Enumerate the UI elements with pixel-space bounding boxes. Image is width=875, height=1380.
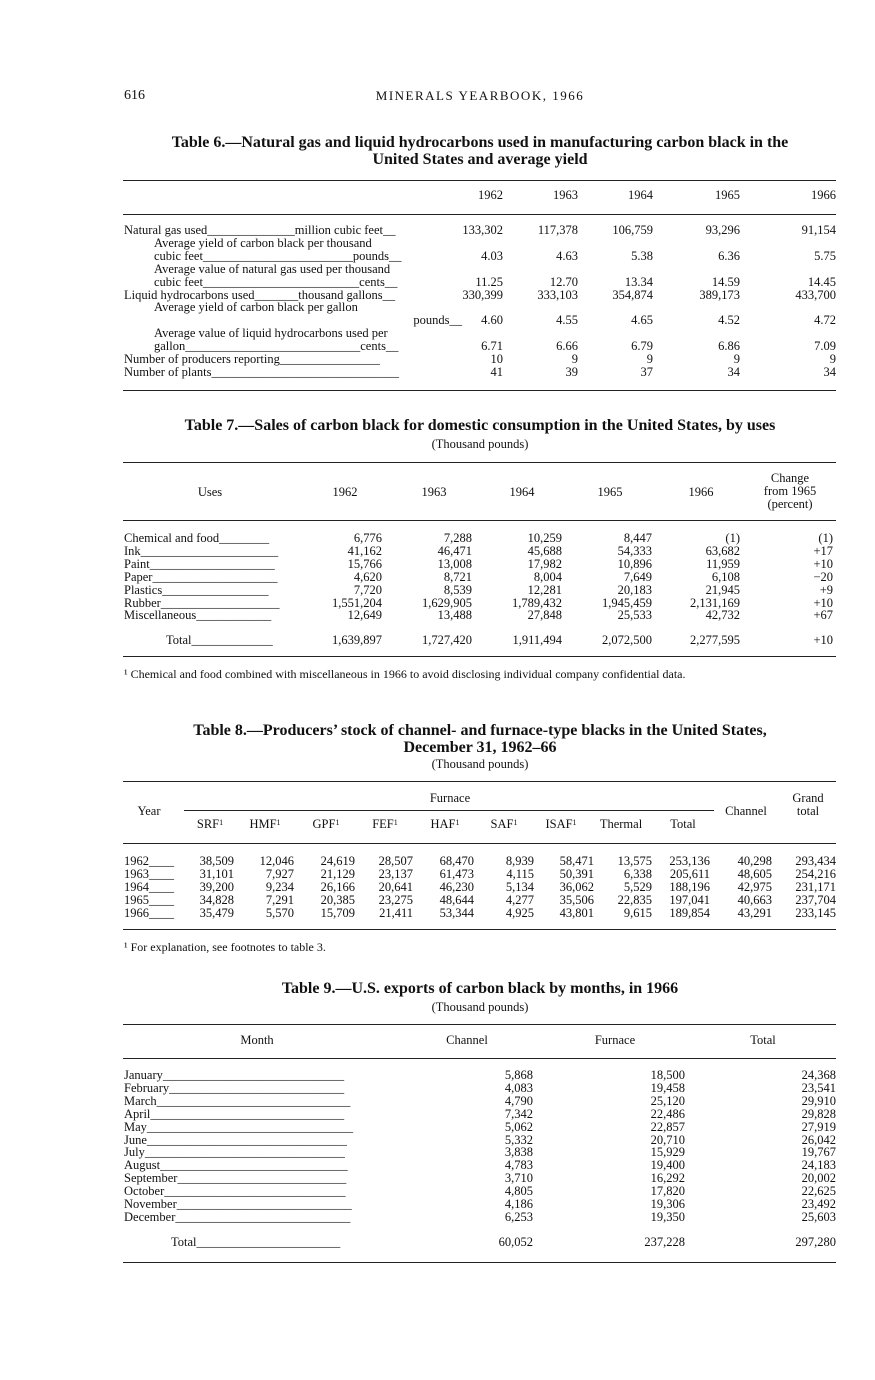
table8-cell: 4,925 [505, 906, 534, 920]
table8-cell: 7,291 [265, 893, 294, 907]
table8-cell: 35,479 [199, 906, 234, 920]
table7-total-label: Total_____________ [166, 633, 273, 647]
table7-cell: 15,766 [347, 556, 382, 571]
table7-cell: +9 [819, 582, 833, 597]
table9-cell: 22,625 [801, 1184, 836, 1199]
table9-cell: 5,062 [504, 1119, 533, 1134]
table6-cell: 9 [733, 352, 740, 366]
table6-row-label: Average yield of carbon black per gallon [154, 300, 358, 315]
table8-cell: 68,470 [439, 854, 474, 868]
table6-year-1964: 1964 [628, 188, 653, 202]
table7-cell: 54,333 [617, 543, 652, 558]
table9-row-label: August______________________________ [124, 1158, 348, 1173]
table6-bottom-rule [123, 390, 836, 391]
table7-cell: +17 [813, 543, 833, 558]
table9-cell: 22,857 [650, 1119, 685, 1134]
table7-cell: (1) [818, 531, 833, 545]
table7-cell: +10 [813, 556, 833, 571]
table7-cell: (1) [725, 531, 740, 545]
table8-cell: 5,529 [623, 880, 652, 894]
table9-cell: 4,783 [504, 1158, 533, 1173]
table9-row-label: June________________________________ [124, 1132, 347, 1147]
table8-cell: 8,939 [505, 854, 534, 868]
table9-cell: 26,042 [801, 1132, 836, 1147]
table8-cell: 5,570 [265, 906, 294, 920]
table8-cell: 26,166 [320, 880, 355, 894]
table7-cell: 21,945 [705, 582, 740, 597]
table7-total-cell: 1,727,420 [422, 633, 472, 647]
table8-cell: 43,801 [559, 906, 594, 920]
table7-total-cell: +10 [813, 633, 833, 647]
table7-cell: 1,629,905 [422, 595, 472, 610]
table9-cell: 4,805 [504, 1184, 533, 1199]
table8-col-srf: SRF$^1$ [196, 817, 224, 831]
table8-cell: 188,196 [669, 880, 710, 894]
table6-cell: 354,874 [612, 287, 653, 302]
table8-cell: 197,041 [669, 893, 710, 907]
table7-row-label: Paint____________________ [124, 556, 275, 571]
table9-col-channel: Channel [446, 1033, 488, 1047]
table7-cell: −20 [813, 569, 833, 584]
table8-cell: 39,200 [199, 880, 234, 894]
table8-col-gpf: GPF$^1$ [312, 817, 340, 831]
table9-cell: 24,183 [801, 1158, 836, 1173]
table6-cell: 10 [490, 352, 503, 366]
table9-col-furnace: Furnace [594, 1033, 636, 1047]
table9-total-cell: 237,228 [644, 1235, 685, 1249]
table9-cell: 20,002 [801, 1171, 836, 1186]
table9-row-label: September___________________________ [124, 1171, 347, 1186]
table9-cell: 17,820 [650, 1184, 685, 1199]
table6-cell: 5.38 [631, 248, 653, 263]
table6-cell: 39 [565, 364, 578, 379]
table6-header-rule [123, 214, 836, 215]
table8-bottom-rule [123, 929, 836, 930]
table7-cell: 11,959 [706, 556, 740, 571]
table9-cell: 23,492 [801, 1197, 836, 1211]
table6-cell: 9 [571, 352, 578, 366]
table8-col-haf: HAF$^1$ [430, 817, 460, 831]
table8-cell: 48,605 [737, 867, 772, 881]
table6-cell: 4.72 [814, 313, 836, 328]
table8-cell: 4,277 [505, 893, 534, 907]
table8-cell: 34,828 [199, 893, 234, 907]
table6-cell: 389,173 [699, 287, 740, 302]
table7-total-cell: 1,911,494 [512, 633, 562, 647]
table9-cell: 19,350 [650, 1209, 685, 1224]
table8-cell: 254,216 [795, 867, 836, 881]
table8-cell: 20,641 [378, 880, 413, 894]
table6-cell: 6.36 [718, 248, 740, 263]
table6-cell: 41 [490, 364, 503, 379]
table9-cell: 19,767 [801, 1145, 836, 1160]
table8-cell: 5,134 [505, 880, 534, 894]
table7-cell: 63,682 [705, 543, 740, 558]
table8-title-line1: Table 8.—Producers’ stock of channel- and furnace-type blacks in the United States, [193, 722, 767, 739]
table7-total-cell: 2,277,595 [690, 633, 740, 647]
table6-row-label: Number of plants______________________________ [124, 364, 399, 379]
table7-cell: 45,688 [527, 543, 562, 558]
table8-cell: 38,509 [199, 854, 234, 868]
table8-cell: 22,835 [617, 893, 652, 907]
table7-total-cell: 1,639,897 [332, 633, 382, 647]
table9-row-label: July________________________________ [124, 1145, 345, 1160]
table9-cell: 19,306 [650, 1197, 685, 1211]
table7-bottom-rule [123, 656, 836, 657]
table7-col-year: 1966 [688, 485, 714, 499]
table6-cell: 4.52 [718, 313, 740, 328]
table9-col-month: Month [240, 1033, 274, 1047]
table8-cell: 231,171 [795, 880, 836, 894]
table7-row-label: Plastics_________________ [124, 582, 269, 597]
table7-col-change: Change [770, 471, 810, 485]
table7-cell: 17,982 [527, 556, 562, 571]
table8-col-grand-total: Grand [792, 791, 824, 805]
table8-cell: 13,575 [617, 854, 652, 868]
table6-cell: 12.70 [549, 274, 578, 289]
table6-row-label: gallon____________________________cents__ [154, 339, 399, 354]
table8-cell: 21,129 [320, 867, 355, 881]
table8-col-isaf: ISAF$^1$ [545, 817, 577, 831]
table9-cell: 22,486 [650, 1106, 685, 1121]
table7-cell: 12,649 [347, 608, 382, 623]
table7-cell: +10 [813, 595, 833, 610]
table8-cell: 205,611 [669, 867, 710, 881]
table9-cell: 19,400 [650, 1158, 685, 1173]
table7-cell: 46,471 [437, 543, 472, 558]
table7-col-year: 1965 [597, 485, 623, 499]
table8-cell: 233,145 [795, 906, 836, 920]
table6-cell: 4.60 [481, 313, 503, 328]
table8-top-rule [123, 781, 836, 782]
table7-col-change: from 1965 [763, 484, 817, 498]
table8-cell: 40,298 [737, 854, 772, 868]
table7-col-year: 1964 [509, 485, 535, 499]
table8-row-label: 1963____ [124, 867, 174, 881]
table6-row-label: Average value of liquid hydrocarbons used per [154, 326, 388, 341]
table8-cell: 53,344 [439, 906, 474, 920]
table7-cell: 1,945,459 [602, 595, 652, 610]
table7-cell: 4,620 [353, 569, 382, 584]
table8-cell: 4,115 [506, 867, 534, 881]
table6-cell: 4.63 [556, 248, 578, 263]
table8-header-rule [123, 843, 836, 844]
table6-cell: 4.03 [481, 248, 503, 263]
table9-bottom-rule [123, 1262, 836, 1263]
table8-cell: 20,385 [320, 893, 355, 907]
table9-row-label: January_____________________________ [124, 1068, 345, 1082]
table8-cell: 31,101 [199, 867, 234, 881]
table7-cell: 6,108 [711, 569, 740, 584]
table6-cell: 6.71 [481, 339, 503, 354]
table7-cell: 8,447 [623, 531, 652, 545]
table7-cell: 25,533 [617, 608, 652, 623]
table8-col-total: Total [670, 817, 696, 831]
table9-cell: 29,910 [801, 1093, 836, 1108]
table7-cell: 13,488 [437, 608, 472, 623]
table6-cell: 93,296 [705, 223, 740, 237]
table7-cell: 7,720 [353, 582, 382, 597]
table9-row-label: February____________________________ [124, 1080, 345, 1095]
table9-cell: 25,120 [650, 1093, 685, 1108]
table6-cell: 4.55 [556, 313, 578, 328]
table9-cell: 18,500 [650, 1068, 685, 1082]
table7-row-label: Ink______________________ [124, 543, 279, 558]
table9-row-label: April_______________________________ [124, 1106, 345, 1121]
table6-title-line1: Table 6.—Natural gas and liquid hydrocarbons used in manufacturing carbon black in the [171, 134, 789, 151]
table6-cell: 433,700 [795, 287, 836, 302]
table7-cell: +67 [813, 608, 833, 623]
table8-col-hmf: HMF$^1$ [249, 817, 281, 831]
table8-cell: 237,704 [795, 893, 836, 907]
table8-cell: 35,506 [559, 893, 594, 907]
table9-cell: 19,458 [650, 1080, 685, 1095]
table6-top-rule [123, 180, 836, 181]
table6-cell: 14.59 [711, 274, 740, 289]
table8-row-label: 1962____ [124, 854, 174, 868]
table9-cell: 24,368 [801, 1068, 836, 1082]
page-number: 616 [124, 88, 145, 103]
table8-cell: 23,137 [378, 867, 413, 881]
table7-header-rule [123, 520, 836, 521]
table8-cell: 9,615 [623, 906, 652, 920]
table7-cell: 12,281 [527, 582, 562, 597]
table6-cell: 34 [727, 364, 740, 379]
table8-col-grand-total: total [796, 804, 820, 818]
table8-cell: 6,338 [623, 867, 652, 881]
table8-col-thermal: Thermal [599, 817, 643, 831]
table7-title: Table 7.—Sales of carbon black for domestic consumption in the United States, by uses [184, 417, 776, 434]
table9-top-rule [123, 1024, 836, 1025]
table7-col-year: 1962 [332, 485, 358, 499]
table9-cell: 5,332 [504, 1132, 533, 1147]
table9-cell: 3,838 [504, 1145, 533, 1160]
table6-cell: 4.65 [631, 313, 653, 328]
table8-cell: 46,230 [439, 880, 474, 894]
table9-row-label: May_________________________________ [124, 1119, 354, 1134]
table7-footnote: ¹ Chemical and food combined with miscellaneous in 1966 to avoid disclosing individual company confidential data. [124, 667, 686, 681]
table8-cell: 23,275 [378, 893, 413, 907]
table9-row-label: November____________________________ [124, 1197, 352, 1211]
table6-cell: 117,378 [537, 223, 578, 237]
table8-cell: 15,709 [320, 906, 355, 920]
table6-cell: 5.75 [814, 248, 836, 263]
table7-col-change: (percent) [767, 497, 813, 511]
table7-row-label: Miscellaneous____________ [124, 608, 272, 623]
table8-col-channel: Channel [725, 804, 767, 818]
table8-cell: 12,046 [259, 854, 294, 868]
table9-cell: 16,292 [650, 1171, 685, 1186]
table8-furnace-rule [184, 810, 714, 811]
table6-cell: 91,154 [801, 223, 836, 237]
table6-year-1963: 1963 [553, 188, 578, 202]
table9-cell: 5,868 [504, 1068, 533, 1082]
table8-cell: 36,062 [559, 880, 594, 894]
table8-title-line2: December 31, 1962–66 [403, 739, 557, 756]
table9-row-label: March_______________________________ [124, 1093, 351, 1108]
table7-row-label: Rubber___________________ [124, 595, 280, 610]
table6-cell: 106,759 [612, 223, 653, 237]
table6-cell: 13.34 [624, 274, 653, 289]
table6-row-label: pounds__ [413, 313, 462, 328]
table7-col-uses: Uses [197, 485, 223, 499]
table9-cell: 15,929 [650, 1145, 685, 1160]
table7-cell: 8,721 [443, 569, 472, 584]
table8-row-label: 1964____ [124, 880, 174, 894]
table7-cell: 1,789,432 [512, 595, 562, 610]
table8-cell: 61,473 [439, 867, 474, 881]
table9-col-total: Total [750, 1033, 776, 1047]
table9-total-cell: 297,280 [795, 1235, 836, 1249]
table8-cell: 43,291 [737, 906, 772, 920]
table8-row-label: 1965____ [124, 893, 174, 907]
table7-cell: 8,004 [533, 569, 562, 584]
table7-cell: 6,776 [353, 531, 382, 545]
table9-total-label: Total_______________________ [171, 1235, 341, 1249]
table6-cell: 6.66 [556, 339, 578, 354]
table6-cell: 6.86 [718, 339, 740, 354]
table6-cell: 330,399 [462, 287, 503, 302]
table9-subtitle: (Thousand pounds) [431, 1000, 529, 1014]
table9-cell: 6,253 [504, 1209, 533, 1224]
table7-cell: 13,008 [437, 556, 472, 571]
table7-cell: 41,162 [347, 543, 382, 558]
table9-total-cell: 60,052 [498, 1235, 533, 1249]
table6-row-label: Natural gas used______________million cubic feet__ [124, 223, 396, 237]
table8-cell: 24,619 [320, 854, 355, 868]
table9-cell: 27,919 [801, 1119, 836, 1134]
table6-year-1966: 1966 [811, 188, 836, 202]
table8-cell: 28,507 [378, 854, 413, 868]
table8-footnote: ¹ For explanation, see footnotes to table 3. [124, 940, 326, 954]
table8-cell: 293,434 [795, 854, 836, 868]
table7-cell: 10,896 [617, 556, 652, 571]
table9-title: Table 9.—U.S. exports of carbon black by months, in 1966 [281, 980, 679, 997]
table7-cell: 7,288 [443, 531, 472, 545]
table6-title-line2: United States and average yield [372, 151, 588, 168]
table6-cell: 37 [640, 364, 653, 379]
table7-cell: 27,848 [527, 608, 562, 623]
table6-cell: 133,302 [462, 223, 503, 237]
table8-cell: 58,471 [559, 854, 594, 868]
table8-cell: 7,927 [265, 867, 294, 881]
table6-cell: 7.09 [814, 339, 836, 354]
table6-cell: 9 [646, 352, 653, 366]
table7-total-cell: 2,072,500 [602, 633, 652, 647]
table9-header-rule [123, 1058, 836, 1059]
table6-row-label: Average value of natural gas used per thousand [154, 261, 391, 276]
table6-cell: 14.45 [807, 274, 836, 289]
table9-cell: 25,603 [801, 1209, 836, 1224]
table7-row-label: Chemical and food________ [124, 531, 270, 545]
table8-cell: 50,391 [559, 867, 594, 881]
table9-cell: 4,083 [504, 1080, 533, 1095]
table7-cell: 1,551,204 [332, 595, 382, 610]
table6-year-1962: 1962 [478, 188, 503, 202]
table7-top-rule [123, 462, 836, 463]
table9-cell: 29,828 [801, 1106, 836, 1121]
table6-cell: 9 [829, 352, 836, 366]
table8-col-year: Year [137, 804, 161, 818]
table8-cell: 48,644 [439, 893, 474, 907]
table7-subtitle: (Thousand pounds) [431, 437, 529, 451]
table6-cell: 34 [823, 364, 836, 379]
table6-cell: 333,103 [537, 287, 578, 302]
table9-row-label: October_____________________________ [124, 1184, 346, 1199]
table7-cell: 20,183 [617, 582, 652, 597]
table9-cell: 3,710 [504, 1171, 533, 1186]
table6-cell: 6.79 [631, 339, 653, 354]
table9-cell: 20,710 [650, 1132, 685, 1147]
table8-cell: 21,411 [379, 906, 413, 920]
table9-cell: 4,790 [504, 1093, 533, 1108]
table7-cell: 42,732 [705, 608, 740, 623]
table7-cell: 8,539 [443, 582, 472, 597]
table9-cell: 23,541 [801, 1080, 836, 1095]
table6-row-label: Liquid hydrocarbons used_______thousand gallons__ [124, 287, 396, 302]
table8-subtitle: (Thousand pounds) [431, 757, 529, 771]
table8-cell: 253,136 [669, 854, 710, 868]
table6-cell: 11.25 [475, 274, 503, 289]
table7-cell: 2,131,169 [690, 595, 740, 610]
table7-col-year: 1963 [421, 485, 447, 499]
table6-row-label: cubic feet_________________________cents__ [154, 274, 398, 289]
table8-col-furnace: Furnace [429, 791, 471, 805]
table7-cell: 7,649 [623, 569, 652, 584]
table8-cell: 9,234 [265, 880, 294, 894]
table8-row-label: 1966____ [124, 906, 174, 920]
table6-row-label: cubic feet________________________pounds__ [154, 248, 402, 263]
running-title: MINERALS YEARBOOK, 1966 [375, 88, 585, 103]
table7-cell: 10,259 [527, 531, 562, 545]
table9-row-label: December____________________________ [124, 1209, 351, 1224]
table6-row-label: Number of producers reporting________________ [124, 352, 380, 366]
table8-cell: 42,975 [737, 880, 772, 894]
table8-col-fef: FEF$^1$ [372, 817, 398, 831]
table6-row-label: Average yield of carbon black per thousand [154, 235, 372, 250]
table9-cell: 4,186 [504, 1197, 533, 1211]
table7-row-label: Paper____________________ [124, 569, 278, 584]
table8-cell: 189,854 [669, 906, 710, 920]
table6-year-1965: 1965 [715, 188, 740, 202]
table9-cell: 7,342 [504, 1106, 533, 1121]
table8-col-saf: SAF$^1$ [490, 817, 518, 831]
table8-cell: 40,663 [737, 893, 772, 907]
